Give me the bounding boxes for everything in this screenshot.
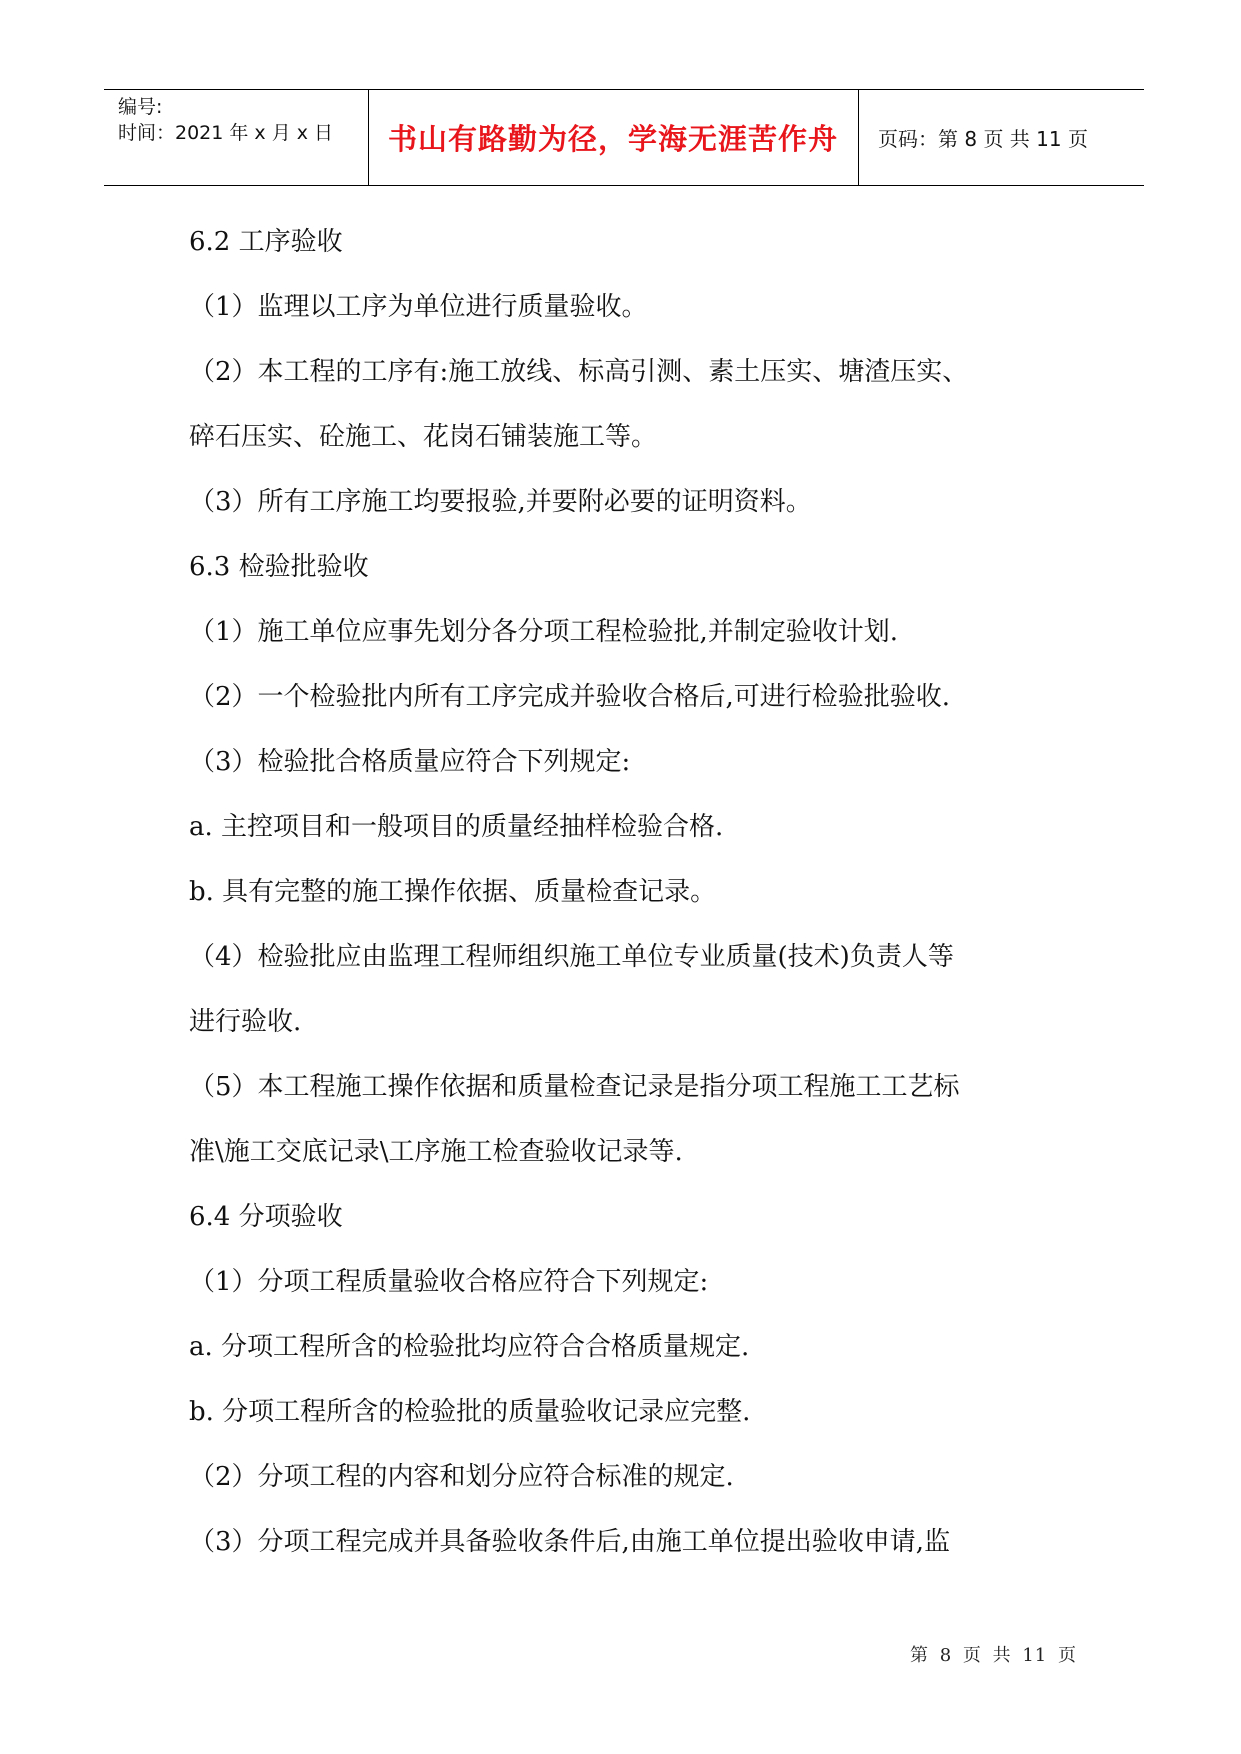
text-line: （1）监理以工序为单位进行质量验收。 xyxy=(189,292,648,322)
text-line: （4）检验批应由监理工程师组织施工单位专业质量(技术)负责人等 xyxy=(189,942,954,972)
text-line: 6.2 工序验收 xyxy=(189,227,343,257)
header-page-number: 页码：第 8 页 共 11 页 xyxy=(878,127,1088,151)
text-line: （3）所有工序施工均要报验,并要附必要的证明资料。 xyxy=(189,487,812,517)
text-line: （1）分项工程质量验收合格应符合下列规定: xyxy=(189,1267,709,1297)
header-motto: 书山有路勤为径，学海无涯苦作舟 xyxy=(368,90,859,185)
document-body xyxy=(189,220,1089,1585)
text-line: 6.4 分项验收 xyxy=(189,1202,343,1232)
text-line: （2）一个检验批内所有工序完成并验收合格后,可进行检验批验收. xyxy=(189,682,951,712)
text-line: 准\施工交底记录\工序施工检查验收记录等. xyxy=(189,1137,683,1167)
text-line: （2）分项工程的内容和划分应符合标准的规定. xyxy=(189,1462,734,1492)
text-line: a. 主控项目和一般项目的质量经抽样检验合格. xyxy=(189,812,724,842)
text-line: b. 分项工程所含的检验批的质量验收记录应完整. xyxy=(189,1397,751,1427)
page-footer: 第 8 页 共 11 页 xyxy=(910,1645,1077,1666)
header-info-cell xyxy=(104,90,369,185)
text-line: a. 分项工程所含的检验批均应符合合格质量规定. xyxy=(189,1332,750,1362)
text-line: （1）施工单位应事先划分各分项工程检验批,并制定验收计划. xyxy=(189,617,899,647)
text-line: （3）检验批合格质量应符合下列规定: xyxy=(189,747,631,777)
text-line: b. 具有完整的施工操作依据、质量检查记录。 xyxy=(189,877,717,907)
text-line: 6.3 检验批验收 xyxy=(189,552,369,582)
text-line: 进行验收. xyxy=(189,1007,302,1037)
text-line: （3）分项工程完成并具备验收条件后,由施工单位提出验收申请,监 xyxy=(189,1527,951,1557)
header-page-cell xyxy=(858,90,1144,185)
document-number-label: 编号: xyxy=(118,96,163,118)
text-line: 碎石压实、砼施工、花岗石铺装施工等。 xyxy=(189,422,658,452)
document-date-label: 时间：2021 年 x 月 x 日 xyxy=(118,122,334,144)
text-line: （2）本工程的工序有:施工放线、标高引测、素土压实、塘渣压实、 xyxy=(189,357,969,387)
page-header xyxy=(104,89,1144,186)
text-line: （5）本工程施工操作依据和质量检查记录是指分项工程施工工艺标 xyxy=(189,1072,960,1102)
